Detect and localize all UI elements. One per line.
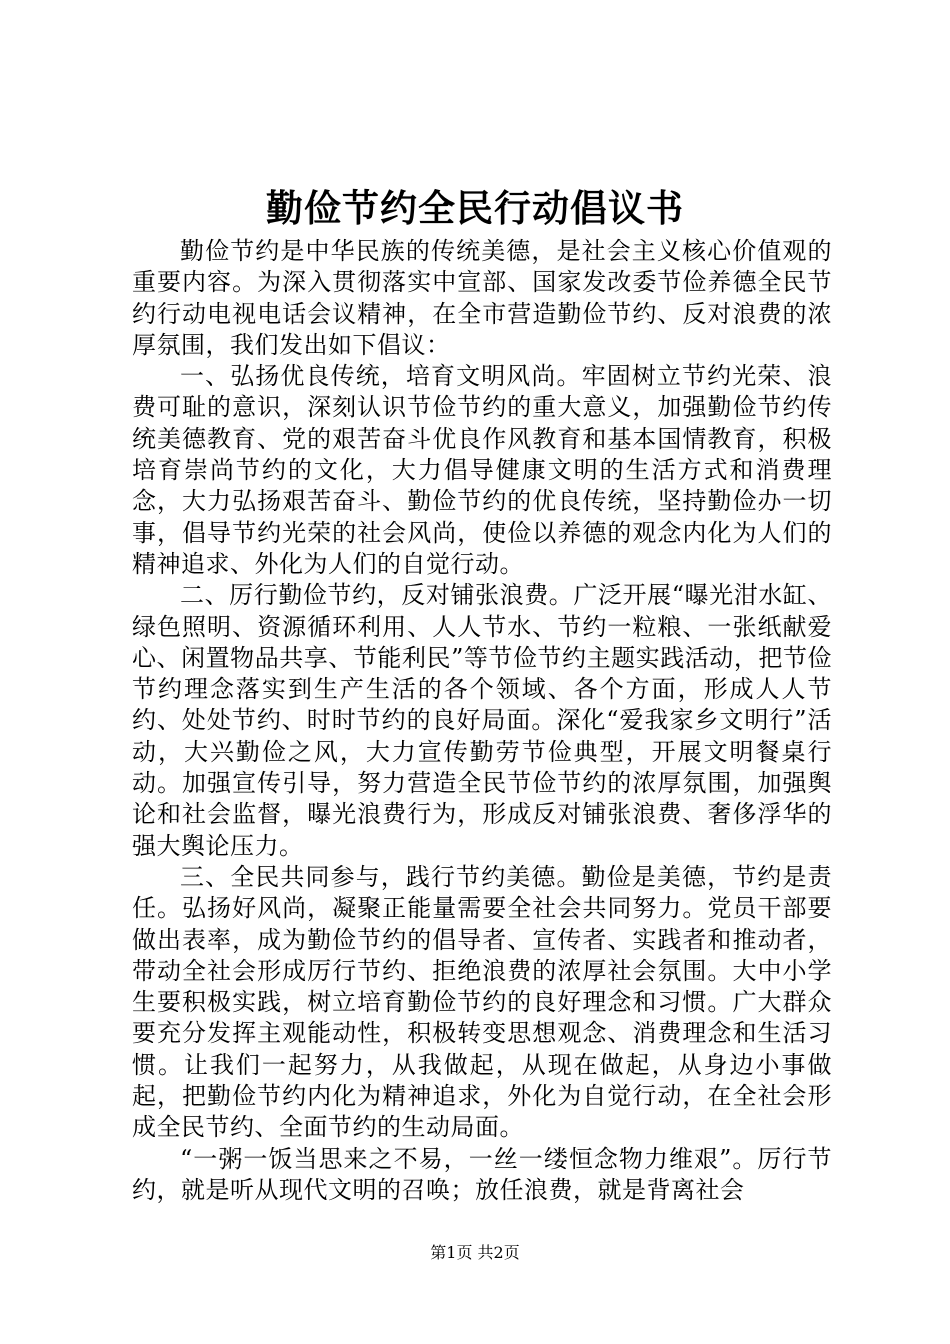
paragraph-point-one: 一、弘扬优良传统，培育文明风尚。牢固树立节约光荣、浪费可耻的意识，深刻认识节俭节约的重大意义，加强勤俭节约传统美德教育、党的艰苦奋斗优良作风教育和基本国情教育，积极培育崇尚节约的文化，大力倡导健康文明的生活方式和消费理念，大力弘扬艰苦奋斗、勤俭节约的优良传统，坚持勤俭办一切事，倡导节约光荣的社会风尚，使俭以养德的观念内化为人们的精神追求、外化为人们的自觉行动。 <box>132 362 832 578</box>
document-body <box>132 236 832 1206</box>
paragraph-point-two: 二、厉行勤俭节约，反对铺张浪费。广泛开展“曝光泔水缸、绿色照明、资源循环利用、人人节水、节约一粒粮、一张纸献爱心、闲置物品共享、节能利民”等节俭节约主题实践活动，把节俭节约理念落实到生产生活的各个领域、各个方面，形成人人节约、处处节约、时时节约的良好局面。深化“爱我家乡文明行”活动，大兴勤俭之风，大力宣传勤劳节俭典型，开展文明餐桌行动。加强宣传引导，努力营造全民节俭节约的浓厚氛围，加强舆论和社会监督，曝光浪费行为，形成反对铺张浪费、奢侈浮华的强大舆论压力。 <box>132 581 832 860</box>
document-title: 勤俭节约全民行动倡议书 <box>266 187 684 230</box>
page-number-footer: 第1页 共2页 <box>430 1243 520 1262</box>
paragraph-intro: 勤俭节约是中华民族的传统美德，是社会主义核心价值观的重要内容。为深入贯彻落实中宣部、国家发改委节俭养德全民节约行动电视电话会议精神，在全市营造勤俭节约、反对浪费的浓厚氛围，我们发出如下倡议： <box>132 237 832 359</box>
paragraph-closing: “一粥一饭当思来之不易，一丝一缕恒念物力维艰”。厉行节约，就是听从现代文明的召唤；放任浪费，就是背离社会 <box>132 1144 832 1204</box>
paragraph-point-three: 三、全民共同参与，践行节约美德。勤俭是美德，节约是责任。弘扬好风尚，凝聚正能量需要全社会共同努力。党员干部要做出表率，成为勤俭节约的倡导者、宣传者、实践者和推动者，带动全社会形成厉行节约、拒绝浪费的浓厚社会氛围。大中小学生要积极实践，树立培育勤俭节约的良好理念和习惯。广大群众要充分发挥主观能动性，积极转变思想观念、消费理念和生活习惯。让我们一起努力，从我做起，从现在做起，从身边小事做起，把勤俭节约内化为精神追求，外化为自觉行动，在全社会形成全民节约、全面节约的生动局面。 <box>132 862 832 1142</box>
